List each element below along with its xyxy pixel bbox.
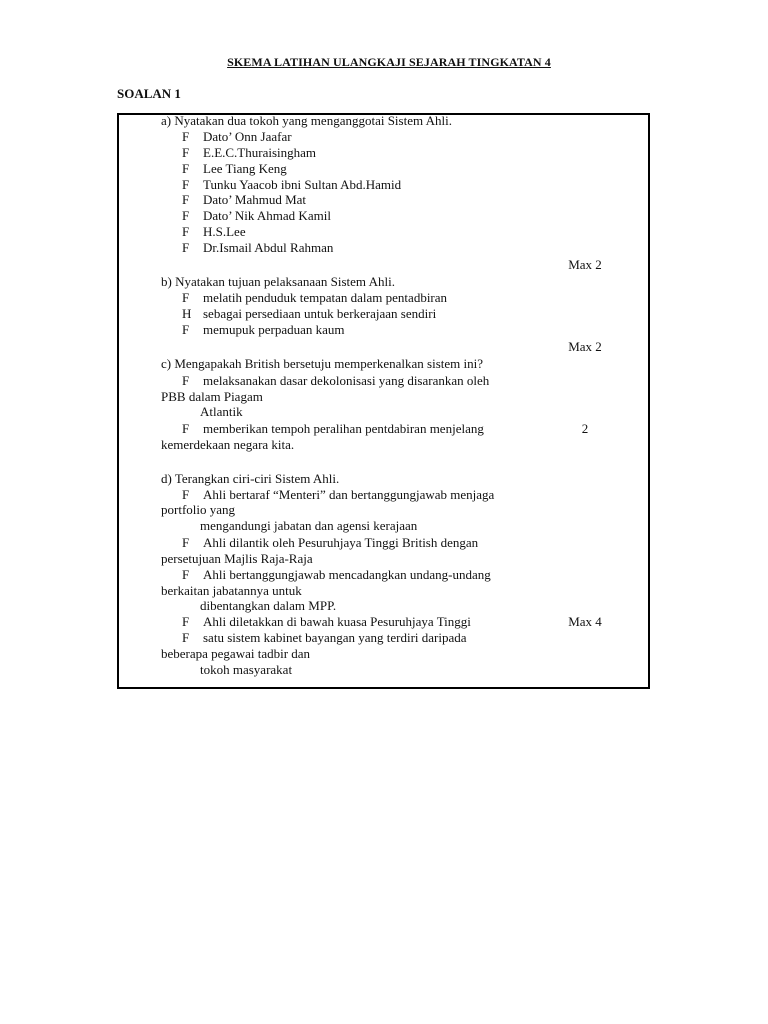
item-mark: F [182, 567, 190, 582]
list-item-continuation: dibentangkan dalam MPP. [200, 598, 337, 613]
question-b: b) Nyatakan tujuan pelaksanaan Sistem Ahli. [161, 274, 395, 289]
list-item-continuation: persetujuan Majlis Raja-Raja [161, 551, 313, 566]
item-mark: F [182, 290, 190, 305]
item-mark: F [182, 177, 190, 192]
list-item: Ahli bertaraf “Menteri” dan bertanggungjawab menjaga [203, 487, 495, 502]
item-mark: F [182, 129, 190, 144]
list-item: Dr.Ismail Abdul Rahman [203, 240, 334, 255]
list-item: Dato’ Onn Jaafar [203, 129, 292, 144]
list-item: Lee Tiang Keng [203, 161, 287, 176]
item-mark: F [182, 208, 190, 223]
list-item: Ahli dilantik oleh Pesuruhjaya Tinggi British dengan [203, 535, 479, 550]
question-a: a) Nyatakan dua tokoh yang menganggotai Sistem Ahli. [161, 113, 452, 128]
list-item: memupuk perpaduan kaum [203, 322, 345, 337]
max-mark-c: 2 [581, 421, 589, 436]
page-title: SKEMA LATIHAN ULANGKAJI SEJARAH TINGKATAN 4 [227, 55, 551, 69]
list-item: memberikan tempoh peralihan pentdabiran menjelang [203, 421, 484, 436]
list-item-continuation: portfolio yang [161, 502, 236, 517]
list-item-continuation: Atlantik [200, 404, 243, 419]
item-mark: F [182, 421, 190, 436]
list-item-continuation: tokoh masyarakat [200, 662, 293, 677]
list-item: Tunku Yaacob ibni Sultan Abd.Hamid [203, 177, 402, 192]
list-item: melaksanakan dasar dekolonisasi yang disarankan oleh [203, 373, 490, 388]
list-item-continuation: PBB dalam Piagam [161, 389, 263, 404]
max-mark-a: Max 2 [568, 257, 602, 272]
item-mark: F [182, 224, 190, 239]
max-mark-b: Max 2 [568, 339, 602, 354]
max-mark-d: Max 4 [568, 614, 602, 629]
list-item-continuation: berkaitan jabatannya untuk [161, 583, 302, 598]
list-item: melatih penduduk tempatan dalam pentadbiran [203, 290, 448, 305]
item-mark: F [182, 145, 190, 160]
list-item: satu sistem kabinet bayangan yang terdiri daripada [203, 630, 467, 645]
question-c: c) Mengapakah British bersetuju memperkenalkan sistem ini? [161, 356, 484, 371]
list-item: Ahli diletakkan di bawah kuasa Pesuruhjaya Tinggi [203, 614, 471, 629]
item-mark: H [182, 306, 192, 321]
item-mark: F [182, 487, 190, 502]
list-item: Dato’ Nik Ahmad Kamil [203, 208, 331, 223]
item-mark: F [182, 161, 190, 176]
item-mark: F [182, 614, 190, 629]
item-mark: F [182, 373, 190, 388]
list-item: H.S.Lee [203, 224, 246, 239]
list-item: sebagai persediaan untuk berkerajaan sendiri [203, 306, 437, 321]
item-mark: F [182, 240, 190, 255]
list-item: Ahli bertanggungjawab mencadangkan undang-undang [203, 567, 491, 582]
item-mark: F [182, 630, 190, 645]
list-item-continuation: mengandungi jabatan dan agensi kerajaan [200, 518, 418, 533]
item-mark: F [182, 192, 190, 207]
list-item-continuation: beberapa pegawai tadbir dan [161, 646, 311, 661]
question-d: d) Terangkan ciri-ciri Sistem Ahli. [161, 471, 340, 486]
item-mark: F [182, 535, 190, 550]
list-item: E.E.C.Thuraisingham [203, 145, 317, 160]
list-item-continuation: kemerdekaan negara kita. [161, 437, 295, 452]
section-heading: SOALAN 1 [117, 86, 181, 101]
list-item: Dato’ Mahmud Mat [203, 192, 307, 207]
item-mark: F [182, 322, 190, 337]
